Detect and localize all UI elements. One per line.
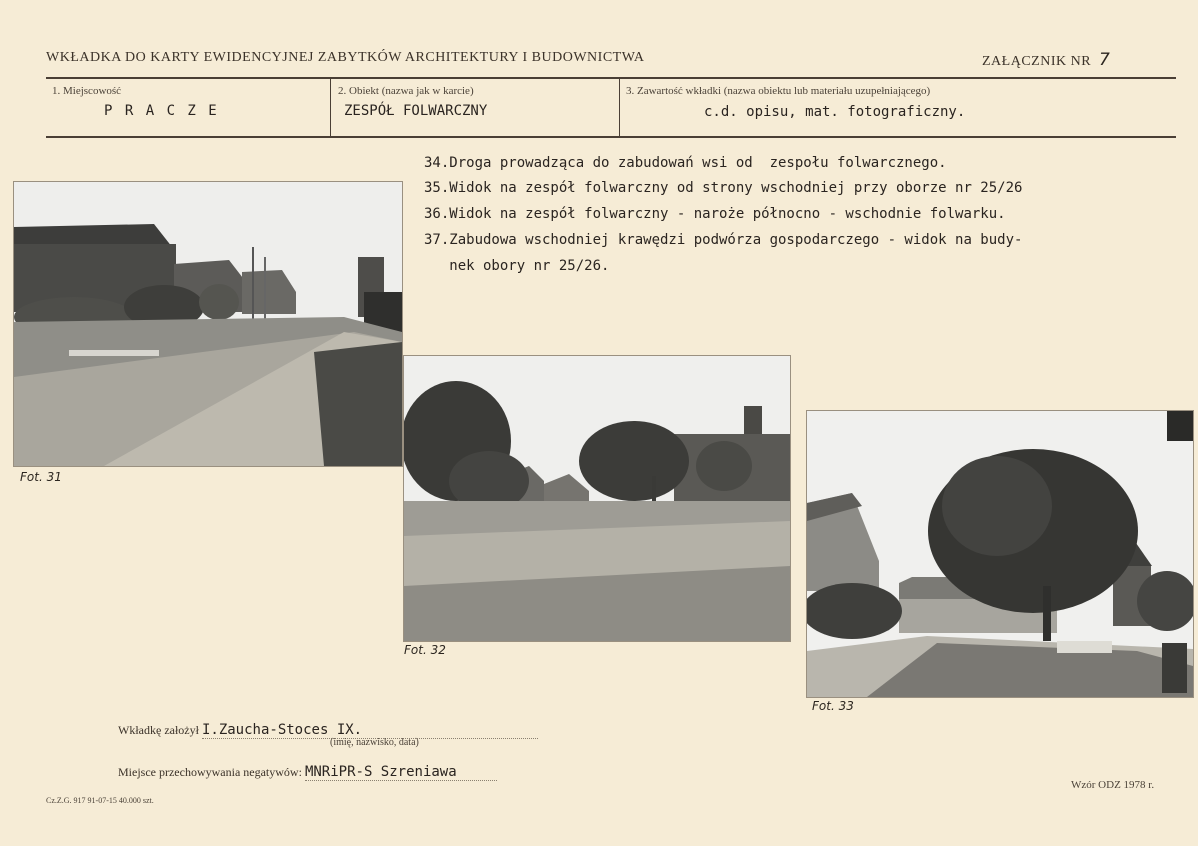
created-by-hint: (imię, nazwisko, data)	[330, 737, 419, 748]
photo-31-image	[14, 182, 402, 466]
annex-number: 7	[1099, 50, 1111, 70]
annex-label	[982, 50, 1110, 70]
annex-label-text: ZAŁĄCZNIK NR	[982, 54, 1092, 69]
photo-33	[806, 410, 1194, 698]
contents-label: 3. Zawartość wkładki (nazwa obiektu lub materiału uzupełniającego)	[626, 85, 931, 97]
table-divider-2	[619, 79, 620, 136]
locality-label: 1. Miejscowość	[52, 85, 122, 97]
form-title: WKŁADKA DO KARTY EWIDENCYJNEJ ZABYTKÓW ARCHITEKTURY I BUDOWNICTWA	[46, 50, 645, 65]
description-37-cont: nek obory nr 25/26.	[424, 258, 610, 274]
photo-32-image	[404, 356, 790, 641]
photo-32	[403, 355, 791, 642]
created-by-value: I.Zaucha-Stoces IX.	[202, 722, 538, 739]
description-36: 36.Widok na zespół folwarczny - naroże północno - wschodnie folwarku.	[424, 206, 1006, 222]
caption-fot-33: Fot. 33	[812, 699, 854, 713]
negatives-value: MNRiPR-S Szreniawa	[305, 764, 497, 781]
caption-fot-32: Fot. 32	[404, 643, 446, 657]
table-top-rule	[46, 77, 1176, 79]
object-label: 2. Obiekt (nazwa jak w karcie)	[338, 85, 474, 97]
caption-fot-31: Fot. 31	[20, 470, 62, 484]
created-by-row	[118, 722, 538, 739]
print-code: Cz.Z.G. 917 91-07-15 40.000 szt.	[46, 796, 154, 805]
negatives-label: Miejsce przechowywania negatywów:	[118, 765, 302, 779]
photo-33-image	[807, 411, 1193, 697]
description-34: 34.Droga prowadząca do zabudowań wsi od zespołu folwarcznego.	[424, 155, 947, 171]
form-model: Wzór ODZ 1978 r.	[1071, 779, 1155, 791]
table-bottom-rule	[46, 136, 1176, 138]
photo-31	[13, 181, 403, 467]
contents-value: c.d. opisu, mat. fotograficzny.	[704, 104, 966, 120]
object-value: ZESPÓŁ FOLWARCZNY	[344, 103, 488, 119]
description-37: 37.Zabudowa wschodniej krawędzi podwórza gospodarczego - widok na budy-	[424, 232, 1023, 248]
table-divider-1	[330, 79, 331, 136]
negatives-row	[118, 764, 497, 781]
locality-value: P R A C Z E	[104, 103, 219, 119]
description-35: 35.Widok na zespół folwarczny od strony wschodniej przy oborze nr 25/26	[424, 180, 1023, 196]
created-by-label: Wkładkę założył	[118, 723, 199, 737]
